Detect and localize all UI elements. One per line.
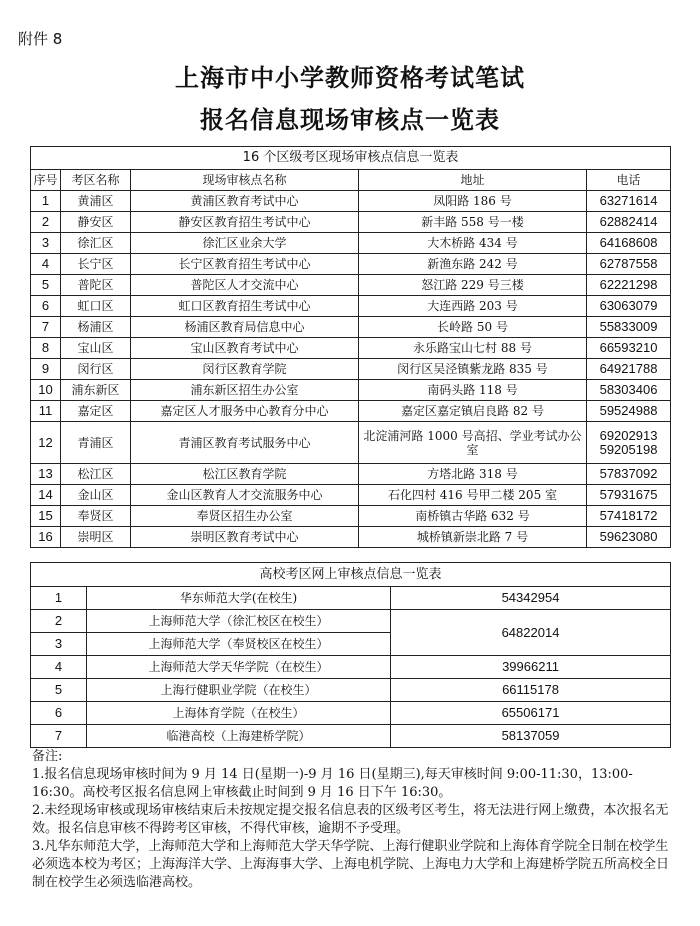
table-row xyxy=(31,527,671,548)
table-row xyxy=(31,587,671,610)
table-row xyxy=(31,401,671,422)
row-phone-cell xyxy=(587,422,671,464)
row-district: 虹口区 xyxy=(61,296,131,317)
row-district: 黄浦区 xyxy=(61,191,131,212)
table-row xyxy=(31,610,671,633)
row-phone: 65506171 xyxy=(391,702,671,725)
row-site: 青浦区教育考试服务中心 xyxy=(131,422,359,464)
header-district: 考区名称 xyxy=(61,170,131,191)
row-site: 闵行区教育学院 xyxy=(131,359,359,380)
table-header-row xyxy=(31,170,671,191)
row-phone: 55833009 xyxy=(587,317,671,338)
header-address: 地址 xyxy=(359,170,587,191)
row-district: 宝山区 xyxy=(61,338,131,359)
row-college: 上海师范大学（奉贤校区在校生） xyxy=(87,633,391,656)
row-no: 16 xyxy=(31,527,61,548)
row-district: 长宁区 xyxy=(61,254,131,275)
row-phone: 59524988 xyxy=(587,401,671,422)
row-phone: 58137059 xyxy=(391,725,671,748)
notes-section xyxy=(32,748,680,892)
row-phone: 62221298 xyxy=(587,275,671,296)
row-address: 嘉定区嘉定镇启良路 82 号 xyxy=(359,401,587,422)
row-site: 黄浦区教育考试中心 xyxy=(131,191,359,212)
row-district: 崇明区 xyxy=(61,527,131,548)
row-district: 奉贤区 xyxy=(61,506,131,527)
district-table-title: 16 个区级考区现场审核点信息一览表 xyxy=(31,147,671,170)
row-no: 4 xyxy=(31,254,61,275)
row-college: 上海师范大学（徐汇校区在校生） xyxy=(87,610,391,633)
note-item: 2.未经现场审核或现场审核结束后未按规定提交报名信息表的区级考区考生，将无法进行网上缴费，本次报名无效。报名信息审核不得跨考区审核，不得代审核，逾期不予受理。 xyxy=(32,803,669,836)
row-phone: 64921788 xyxy=(587,359,671,380)
table-row xyxy=(31,359,671,380)
row-no: 13 xyxy=(31,464,61,485)
row-district: 浦东新区 xyxy=(61,380,131,401)
notes-heading: 备注: xyxy=(32,749,63,764)
row-address: 南码头路 118 号 xyxy=(359,380,587,401)
row-site: 虹口区教育招生考试中心 xyxy=(131,296,359,317)
row-address: 新渔东路 242 号 xyxy=(359,254,587,275)
row-district: 闵行区 xyxy=(61,359,131,380)
row-phone: 64168608 xyxy=(587,233,671,254)
row-address: 方塔北路 318 号 xyxy=(359,464,587,485)
row-no: 11 xyxy=(31,401,61,422)
row-college: 华东师范大学(在校生) xyxy=(87,587,391,610)
row-site: 崇明区教育考试中心 xyxy=(131,527,359,548)
row-site: 长宁区教育招生考试中心 xyxy=(131,254,359,275)
note-item: 1.报名信息现场审核时间为 9 月 14 日(星期一)-9 月 16 日(星期三),每天审核时间 9:00-11:30，13:00-16:30。高校考区报名信息网上审核截止时间到 9 月 16 日下午 16:30。 xyxy=(32,767,633,800)
page-title-line1: 上海市中小学教师资格考试笔试 xyxy=(175,63,525,92)
page-title-line2: 报名信息现场审核点一览表 xyxy=(200,105,500,134)
district-review-table xyxy=(30,146,671,548)
row-site: 普陀区人才交流中心 xyxy=(131,275,359,296)
row-address: 永乐路宝山七村 88 号 xyxy=(359,338,587,359)
row-address: 大木桥路 434 号 xyxy=(359,233,587,254)
row-phone: 58303406 xyxy=(587,380,671,401)
row-phone: 62787558 xyxy=(587,254,671,275)
college-table-title: 高校考区网上审核点信息一览表 xyxy=(31,563,671,587)
row-district: 静安区 xyxy=(61,212,131,233)
row-no: 3 xyxy=(31,633,87,656)
row-no: 6 xyxy=(31,702,87,725)
row-college: 上海师范大学天华学院（在校生） xyxy=(87,656,391,679)
row-no: 3 xyxy=(31,233,61,254)
header-no: 序号 xyxy=(31,170,61,191)
row-college: 上海行健职业学院（在校生） xyxy=(87,679,391,702)
row-address: 长岭路 50 号 xyxy=(359,317,587,338)
row-no: 7 xyxy=(31,317,61,338)
row-district: 松江区 xyxy=(61,464,131,485)
row-phone: 66593210 xyxy=(587,338,671,359)
table-row xyxy=(31,338,671,359)
row-site: 松江区教育学院 xyxy=(131,464,359,485)
row-site: 宝山区教育考试中心 xyxy=(131,338,359,359)
row-phone: 69202913 xyxy=(599,427,658,443)
row-no: 7 xyxy=(31,725,87,748)
table-row xyxy=(31,464,671,485)
row-no: 14 xyxy=(31,485,61,506)
row-phone: 57931675 xyxy=(587,485,671,506)
row-no: 1 xyxy=(31,191,61,212)
table-row xyxy=(31,422,671,464)
row-no: 4 xyxy=(31,656,87,679)
college-review-table xyxy=(30,562,671,748)
row-phone: 66115178 xyxy=(391,679,671,702)
row-site: 奉贤区招生办公室 xyxy=(131,506,359,527)
row-address: 北淀浦河路 1000 号高招、学业考试办公室 xyxy=(359,422,587,464)
note-item: 3.凡华东师范大学，上海师范大学和上海师范大学天华学院、上海行健职业学院和上海体育学院全日制在校学生必须选本校为考区；上海海洋大学、上海海事大学、上海电机学院、上海电力大学和上海建桥学院五所高校全日制在校学生必须选临港高校。 xyxy=(32,839,670,890)
row-site: 金山区教育人才交流服务中心 xyxy=(131,485,359,506)
header-site: 现场审核点名称 xyxy=(131,170,359,191)
row-district: 金山区 xyxy=(61,485,131,506)
row-no: 8 xyxy=(31,338,61,359)
row-phone: 59623080 xyxy=(587,527,671,548)
row-address: 怒江路 229 号三楼 xyxy=(359,275,587,296)
row-phone: 57418172 xyxy=(587,506,671,527)
row-address: 凤阳路 186 号 xyxy=(359,191,587,212)
table-row xyxy=(31,702,671,725)
table-row xyxy=(31,679,671,702)
row-address: 大连西路 203 号 xyxy=(359,296,587,317)
row-district: 杨浦区 xyxy=(61,317,131,338)
header-phone: 电话 xyxy=(587,170,671,191)
row-district: 青浦区 xyxy=(61,422,131,464)
table-row xyxy=(31,725,671,748)
row-no: 12 xyxy=(31,422,61,464)
row-phone: 63271614 xyxy=(587,191,671,212)
row-phone: 54342954 xyxy=(391,587,671,610)
row-district: 徐汇区 xyxy=(61,233,131,254)
attachment-label: 附件 8 xyxy=(18,30,63,48)
row-no: 15 xyxy=(31,506,61,527)
table-row xyxy=(31,275,671,296)
table-row xyxy=(31,506,671,527)
row-district: 普陀区 xyxy=(61,275,131,296)
row-district: 嘉定区 xyxy=(61,401,131,422)
table-row xyxy=(31,485,671,506)
row-phone-secondary: 59205198 xyxy=(599,441,658,457)
row-phone: 64822014 xyxy=(391,610,671,656)
row-no: 1 xyxy=(31,587,87,610)
row-no: 6 xyxy=(31,296,61,317)
table-row xyxy=(31,656,671,679)
table-row xyxy=(31,233,671,254)
row-no: 2 xyxy=(31,212,61,233)
row-site: 嘉定区人才服务中心教育分中心 xyxy=(131,401,359,422)
row-site: 杨浦区教育局信息中心 xyxy=(131,317,359,338)
row-no: 5 xyxy=(31,679,87,702)
table-row xyxy=(31,191,671,212)
row-address: 南桥镇古华路 632 号 xyxy=(359,506,587,527)
row-site: 徐汇区业余大学 xyxy=(131,233,359,254)
row-phone: 63063079 xyxy=(587,296,671,317)
table-row xyxy=(31,212,671,233)
row-address: 城桥镇新崇北路 7 号 xyxy=(359,527,587,548)
table-row xyxy=(31,317,671,338)
row-phone: 57837092 xyxy=(587,464,671,485)
row-college: 上海体育学院（在校生） xyxy=(87,702,391,725)
row-college: 临港高校（上海建桥学院） xyxy=(87,725,391,748)
row-site: 静安区教育招生考试中心 xyxy=(131,212,359,233)
row-no: 9 xyxy=(31,359,61,380)
row-phone: 39966211 xyxy=(391,656,671,679)
row-phone: 62882414 xyxy=(587,212,671,233)
row-address: 新丰路 558 号一楼 xyxy=(359,212,587,233)
table-row xyxy=(31,296,671,317)
table-row xyxy=(31,380,671,401)
row-address: 闵行区吴泾镇紫龙路 835 号 xyxy=(359,359,587,380)
table-row xyxy=(31,254,671,275)
row-no: 2 xyxy=(31,610,87,633)
row-no: 5 xyxy=(31,275,61,296)
row-site: 浦东新区招生办公室 xyxy=(131,380,359,401)
row-address: 石化四村 416 号甲二楼 205 室 xyxy=(359,485,587,506)
row-no: 10 xyxy=(31,380,61,401)
